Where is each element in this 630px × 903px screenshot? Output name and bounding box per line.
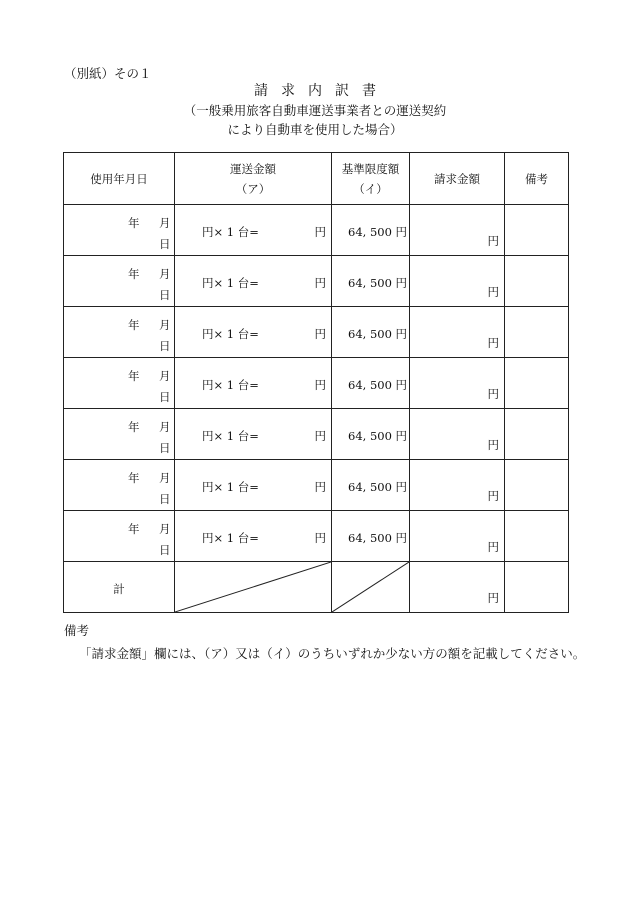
header-limit-amount: 基準限度額 （イ） — [332, 153, 410, 205]
table-row — [64, 307, 569, 358]
remarks-cell[interactable] — [505, 205, 569, 256]
table-row — [64, 460, 569, 511]
diagonal-strike — [332, 562, 409, 612]
table-row — [64, 205, 569, 256]
total-label-cell: 計 — [64, 562, 175, 613]
table-row — [64, 511, 569, 562]
fare-amount-cell[interactable]: 円× 1 台= 円 — [175, 460, 332, 511]
claim-amount-cell[interactable]: 円 — [410, 358, 505, 409]
table-header-row — [64, 153, 569, 205]
limit-amount-cell: 64, 500 円 — [332, 205, 410, 256]
total-limit-crossed-cell — [332, 562, 410, 613]
limit-amount-cell: 64, 500 円 — [332, 409, 410, 460]
usage-date-cell[interactable]: 年 月 日 — [64, 307, 175, 358]
header-remarks: 備考 — [505, 153, 569, 205]
remarks-cell[interactable] — [505, 460, 569, 511]
remarks-cell[interactable] — [505, 256, 569, 307]
fare-amount-cell[interactable]: 円× 1 台= 円 — [175, 256, 332, 307]
claim-amount-cell[interactable]: 円 — [410, 205, 505, 256]
claim-breakdown-table — [63, 152, 569, 613]
claim-amount-cell[interactable]: 円 — [410, 511, 505, 562]
fare-amount-cell[interactable]: 円× 1 台= 円 — [175, 358, 332, 409]
fare-amount-cell[interactable]: 円× 1 台= 円 — [175, 307, 332, 358]
usage-date-cell[interactable]: 年 月 日 — [64, 205, 175, 256]
remarks-cell[interactable] — [505, 511, 569, 562]
usage-date-cell[interactable]: 年 月 日 — [64, 358, 175, 409]
fare-amount-cell[interactable]: 円× 1 台= 円 — [175, 511, 332, 562]
usage-date-cell[interactable]: 年 月 日 — [64, 460, 175, 511]
document-subtitle-line2: により自動車を使用した場合） — [227, 122, 403, 137]
remarks-cell[interactable] — [505, 358, 569, 409]
usage-date-cell[interactable]: 年 月 日 — [64, 256, 175, 307]
table-row — [64, 358, 569, 409]
fare-amount-cell[interactable]: 円× 1 台= 円 — [175, 409, 332, 460]
table-row — [64, 409, 569, 460]
fare-amount-cell[interactable]: 円× 1 台= 円 — [175, 205, 332, 256]
notes-label: 備考 — [64, 623, 90, 638]
claim-amount-cell[interactable]: 円 — [410, 409, 505, 460]
header-claim-amount: 請求金額 — [410, 153, 505, 205]
limit-amount-cell: 64, 500 円 — [332, 358, 410, 409]
claim-amount-cell[interactable]: 円 — [410, 307, 505, 358]
document-subtitle-line1: （一般乗用旅客自動車運送事業者との運送契約 — [183, 103, 447, 118]
total-row — [64, 562, 569, 613]
limit-amount-cell: 64, 500 円 — [332, 307, 410, 358]
remarks-cell[interactable] — [505, 307, 569, 358]
total-claim-amount-cell[interactable]: 円 — [410, 562, 505, 613]
header-fare-amount: 運送金額 （ア） — [175, 153, 332, 205]
usage-date-cell[interactable]: 年 月 日 — [64, 511, 175, 562]
diagonal-strike — [175, 562, 331, 612]
total-remarks-cell[interactable] — [505, 562, 569, 613]
limit-amount-cell: 64, 500 円 — [332, 256, 410, 307]
usage-date-cell[interactable]: 年 月 日 — [64, 409, 175, 460]
remarks-cell[interactable] — [505, 409, 569, 460]
table-row — [64, 256, 569, 307]
claim-amount-cell[interactable]: 円 — [410, 256, 505, 307]
header-usage-date: 使用年月日 — [64, 153, 175, 205]
document-title: 請求内訳書 — [254, 83, 389, 99]
limit-amount-cell: 64, 500 円 — [332, 460, 410, 511]
notes-text: 「請求金額」欄には、（ア）又は（イ）のうちいずれか少ない方の額を記載してください。 — [79, 646, 586, 661]
limit-amount-cell: 64, 500 円 — [332, 511, 410, 562]
document-reference: （別紙）その１ — [64, 66, 152, 81]
total-fare-crossed-cell — [175, 562, 332, 613]
claim-amount-cell[interactable]: 円 — [410, 460, 505, 511]
